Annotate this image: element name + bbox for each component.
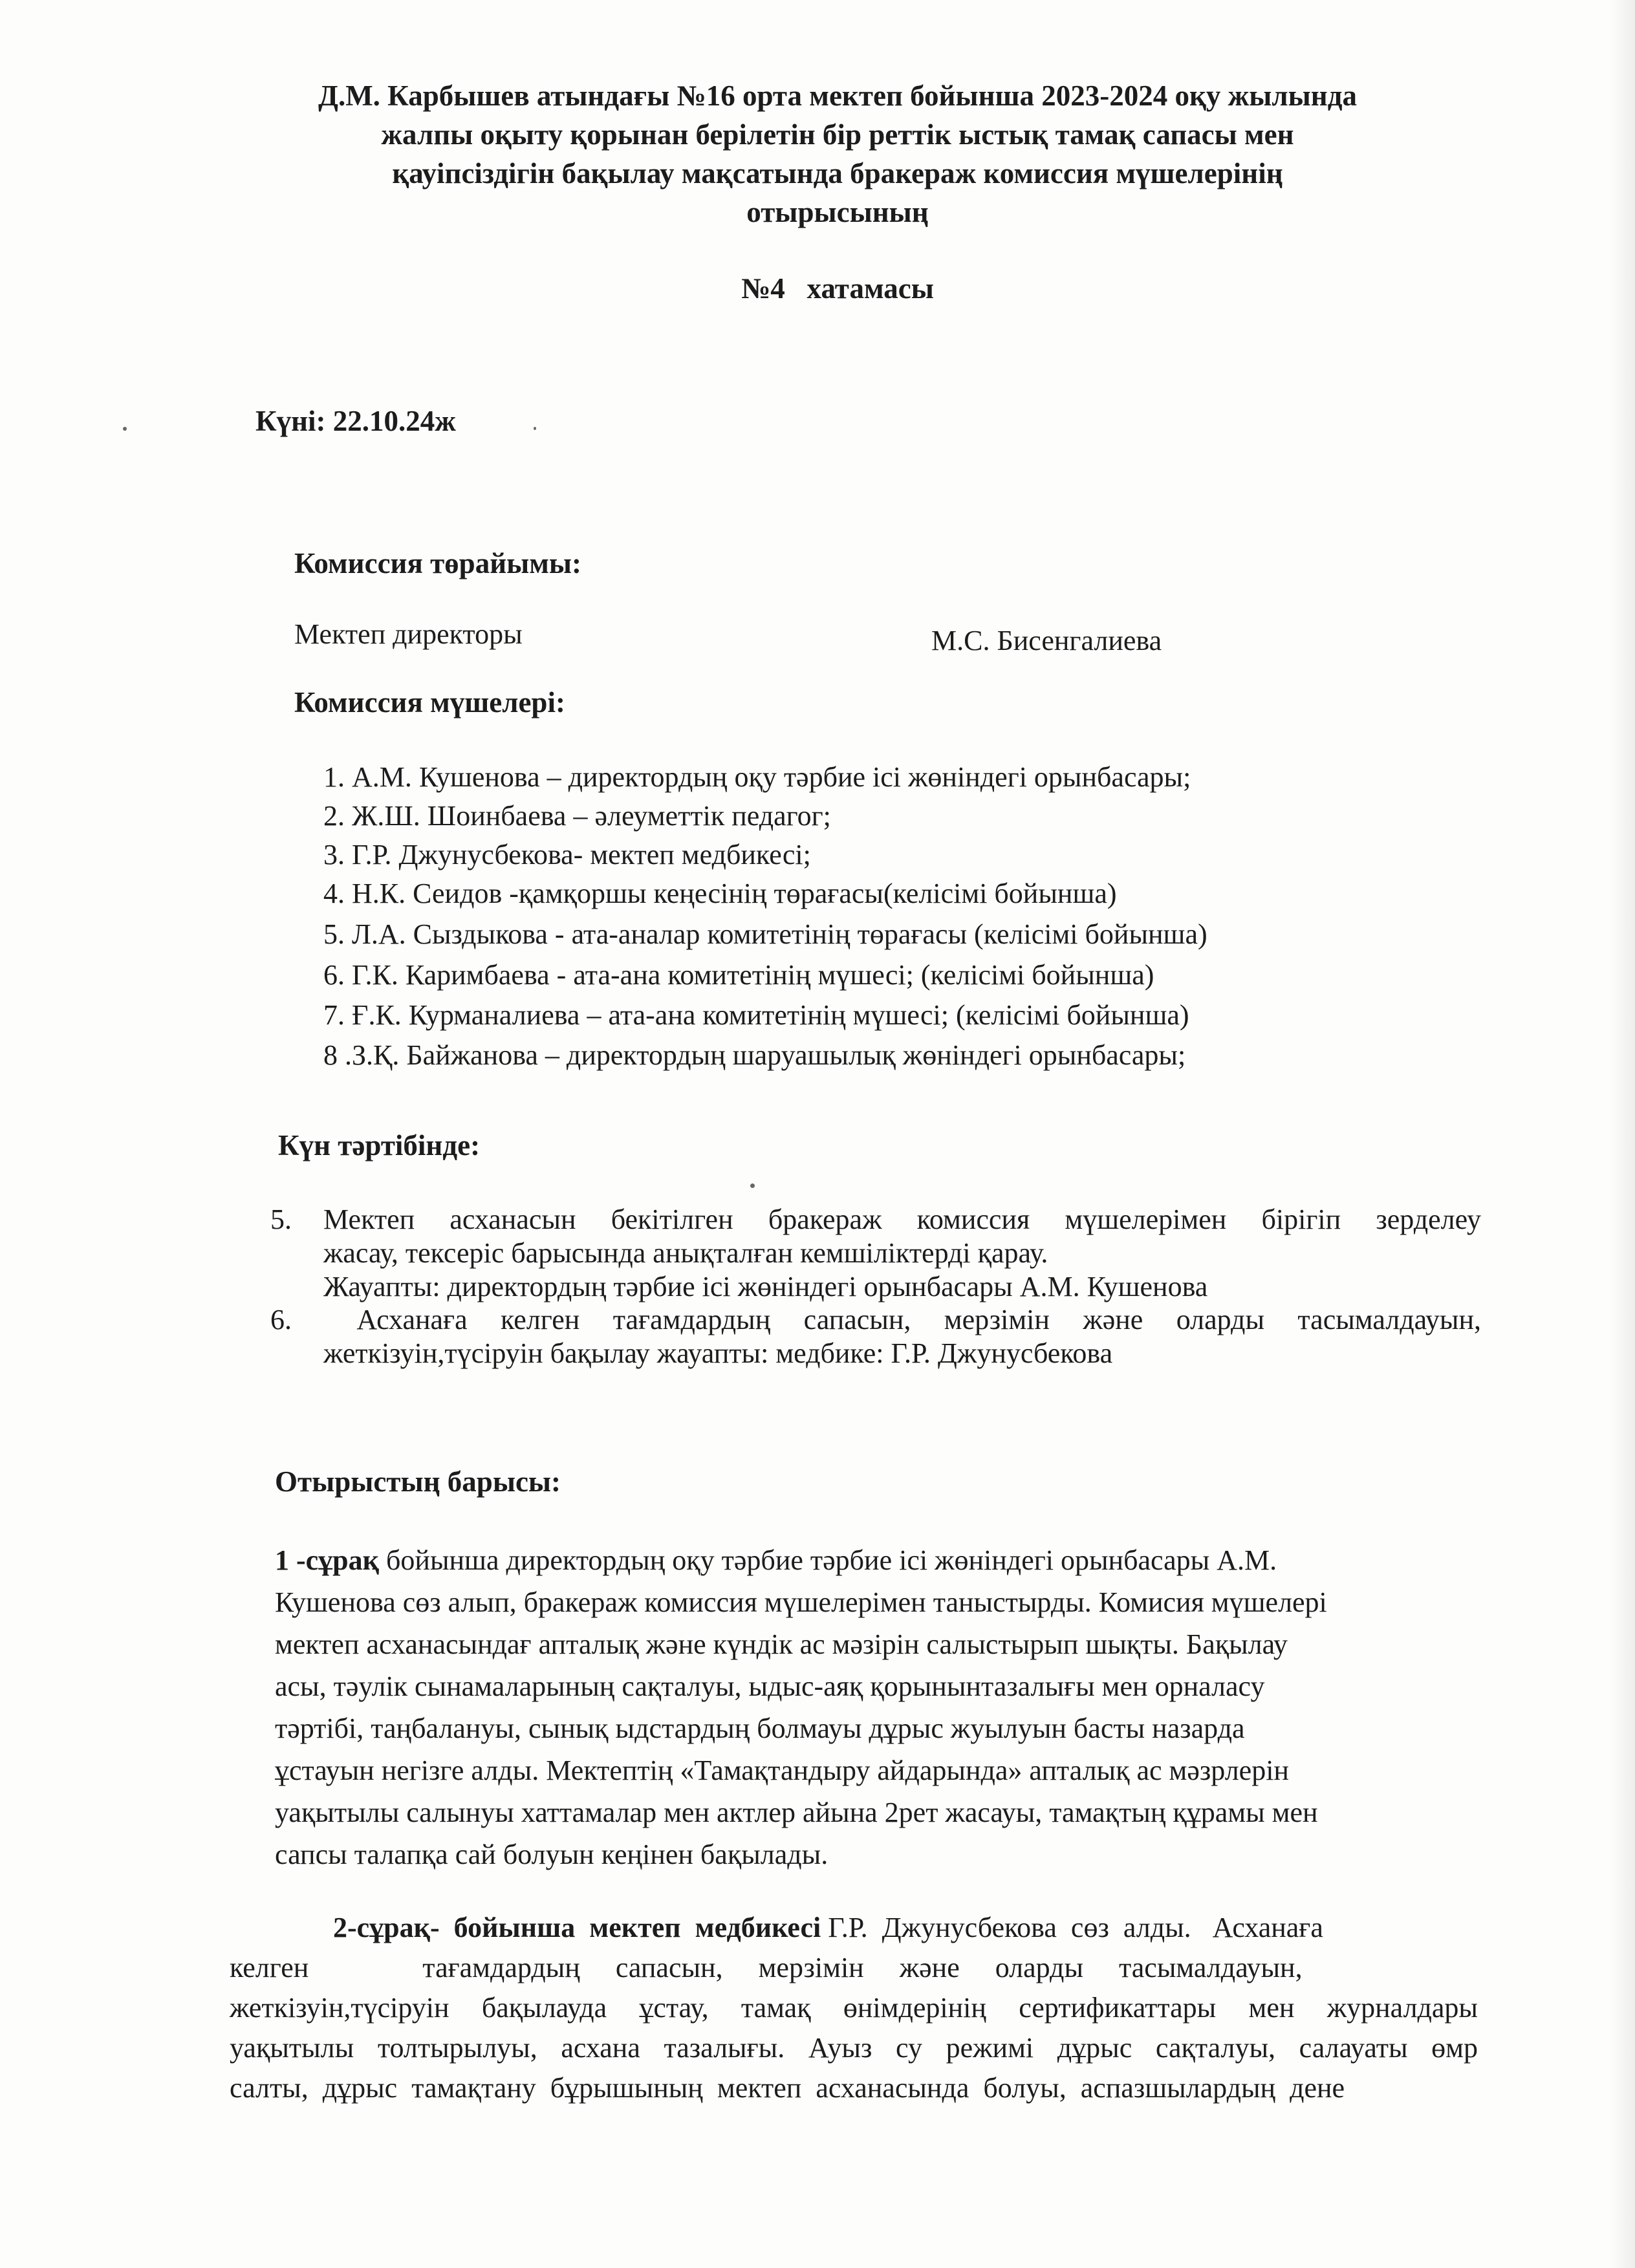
agenda-line: Асханаға келген тағамдардың сапасын, мерзімін және оларды тасымалдауын, — [323, 1304, 1481, 1335]
agenda-item-number: 5. — [270, 1204, 292, 1235]
members-heading: Комиссия мүшелері: — [294, 686, 565, 718]
agenda-heading: Күн тәртібінде: — [278, 1129, 481, 1161]
paragraph-line: тәртібі, таңбалануы, сынық ыдстардың болмауы дұрыс жуылуын басты назарда — [275, 1712, 1245, 1744]
question-1-label: 1 -сұрақ — [275, 1544, 380, 1576]
question-2-paragraph — [230, 1908, 1478, 2108]
scan-speck — [750, 1183, 755, 1188]
agenda-line: жеткізуін,түсіруін бақылау жауапты: медбике: Г.Р. Джунусбекова — [323, 1337, 1113, 1369]
scan-edge-shadow — [1609, 0, 1635, 2268]
document-title — [194, 76, 1481, 232]
scan-speck — [534, 427, 536, 430]
agenda-line: Мектеп асханасын бекітілген бракераж комиссия мүшелерімен бірігіп зерделеу — [323, 1204, 1481, 1235]
member-item: 8 .З.Қ. Байжанова – директордың шаруашылық жөніндегі орынбасары; — [323, 1039, 1186, 1071]
agenda-item — [323, 1203, 1481, 1304]
chair-heading: Комиссия төрайымы: — [294, 547, 582, 579]
chair-name: М.С. Бисенгалиева — [931, 625, 1162, 656]
chair-role: Мектеп директоры — [294, 618, 523, 650]
agenda-item — [323, 1303, 1481, 1370]
paragraph-line: уақытылы салынуы хаттамалар мен актлер айына 2рет жасауы, тамақтың құрамы мен — [275, 1797, 1318, 1828]
agenda-item-number: 6. — [270, 1304, 292, 1335]
meeting-date: Күні: 22.10.24ж — [255, 405, 456, 437]
scan-speck — [123, 427, 127, 431]
protocol-number: №4 хатамасы — [741, 272, 934, 305]
paragraph-line: уақытылы толтырылуы, асхана тазалығы. Ауыз су режимі дұрыс сақталуы, салауаты өмр — [230, 2032, 1478, 2064]
paragraph-line: бойынша директордың оқу тәрбие тәрбие ісі жөніндегі орынбасары А.М. — [379, 1544, 1277, 1576]
paragraph-line: ұстауын негізге алды. Мектептің «Тамақтандыру айдарында» апталық ас мәзрлерін — [275, 1755, 1289, 1786]
paragraph-line: мектеп асханасындағ апталық және күндік ас мәзірін салыстырып шықты. Бақылау — [275, 1628, 1288, 1660]
member-item: 3. Г.Р. Джунусбекова- мектеп медбикесі; — [323, 839, 811, 870]
member-item: 4. Н.К. Сеидов -қамқоршы кеңесінің төрағасы(келісімі бойынша) — [323, 878, 1117, 909]
title-line: қауіпсіздігін бақылау мақсатында бракераж комиссия мүшелерінің — [392, 157, 1283, 189]
paragraph-line: Г.Р. Джунусбекова сөз алды. Асханаға — [821, 1912, 1323, 1943]
member-item: 6. Г.К. Каримбаева - ата-ана комитетінің мүшесі; (келісімі бойынша) — [323, 959, 1154, 991]
paragraph-line: Кушенова сөз алып, бракераж комиссия мүшелерімен таныстырды. Комисия мүшелері — [275, 1586, 1327, 1618]
member-item: 7. Ғ.К. Курманалиева – ата-ана комитетінің мүшесі; (келісімі бойынша) — [323, 999, 1189, 1031]
question-1-paragraph — [275, 1539, 1478, 1875]
member-item: 5. Л.А. Сыздыкова - ата-аналар комитетінің төрағасы (келісімі бойынша) — [323, 918, 1207, 950]
paragraph-line: асы, тәулік сынамаларының сақталуы, ыдыс-аяқ қорынынтазалығы мен орналасу — [275, 1670, 1265, 1702]
question-2-label: 2-сұрақ- бойынша мектеп медбикесі — [333, 1912, 821, 1943]
paragraph-line: жеткізуін,түсіруін бақылауда ұстау, тамақ өнімдерінің сертификаттары мен журналдары — [230, 1992, 1478, 2024]
paragraph-line: келген тағамдардың сапасын, мерзімін және оларды тасымалдауын, — [230, 1952, 1303, 1983]
proceedings-heading: Отырыстың барысы: — [275, 1465, 561, 1498]
paragraph-line: салты, дұрыс тамақтану бұрышының мектеп асханасында болуы, аспазшылардың дене — [230, 2072, 1345, 2104]
title-line: жалпы оқыту қорынан берілетін бір реттік ыстық тамақ сапасы мен — [381, 118, 1294, 151]
paragraph-line: сапсы талапқа сай болуын кеңінен бақылады. — [275, 1839, 828, 1870]
agenda-line: жасау, тексеріс барысында анықталған кемшіліктерді қарау. — [323, 1237, 1048, 1269]
agenda-line: Жауапты: директордың тәрбие ісі жөніндегі орынбасары А.М. Кушенова — [323, 1271, 1208, 1302]
title-line: отырысының — [746, 196, 929, 228]
member-item: 1. А.М. Кушенова – директордың оқу тәрбие ісі жөніндегі орынбасары; — [323, 761, 1191, 793]
member-item: 2. Ж.Ш. Шоинбаева – әлеуметтік педагог; — [323, 800, 831, 832]
title-line: Д.М. Карбышев атындағы №16 орта мектеп бойынша 2023-2024 оқу жылында — [318, 80, 1357, 112]
